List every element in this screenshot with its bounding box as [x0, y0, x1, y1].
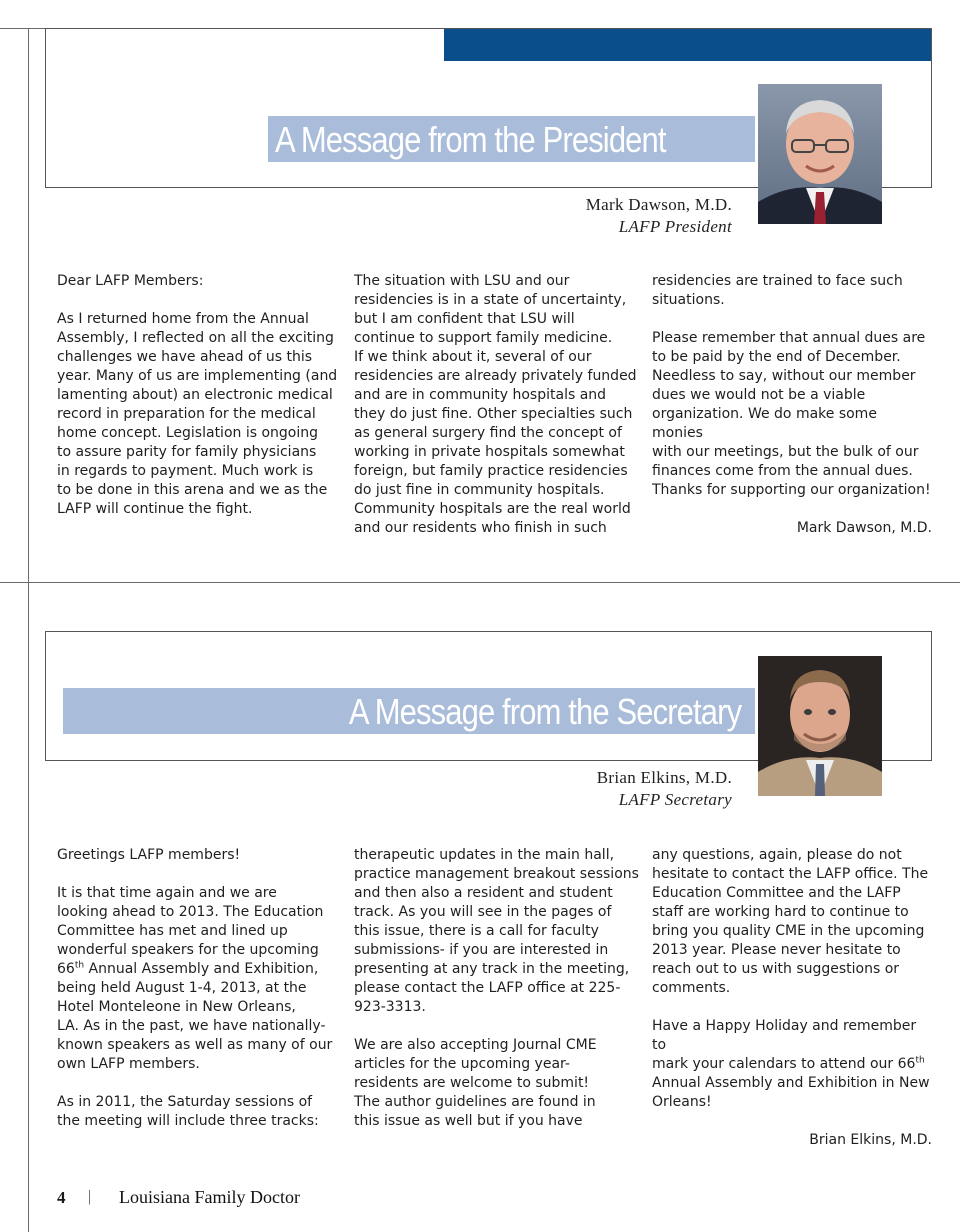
top-rule	[0, 28, 46, 29]
publication-name: Louisiana Family Doctor	[119, 1187, 300, 1207]
text-line: residencies are trained to face such	[652, 273, 903, 289]
secretary-column-3	[652, 846, 932, 1150]
text-line: Thanks for supporting our organization!	[652, 482, 931, 498]
president-role: LAFP President	[618, 217, 732, 236]
president-column-3	[652, 272, 932, 538]
text-line: residents are welcome to submit!	[354, 1075, 590, 1091]
text-line: Dear LAFP Members:	[57, 273, 204, 289]
text-line: Community hospitals are the real world	[354, 501, 631, 517]
left-margin-rule	[28, 28, 29, 1232]
text-line: and are in community hospitals and	[354, 387, 607, 403]
text-line: articles for the upcoming year-	[354, 1056, 570, 1072]
text-line: track. As you will see in the pages of	[354, 904, 612, 920]
text-line: being held August 1-4, 2013, at the	[57, 980, 307, 996]
text-line: this issue as well but if you have	[354, 1113, 583, 1129]
text-line: LAFP will continue the fight.	[57, 501, 253, 517]
text-line: they do just fine. Other specialties such	[354, 406, 633, 422]
text-line: 66th Annual Assembly and Exhibition,	[57, 960, 319, 977]
text-line: Annual Assembly and Exhibition in New	[652, 1075, 930, 1091]
text-line: residencies are already privately funded	[354, 368, 637, 384]
text-line: LA. As in the past, we have nationally-	[57, 1018, 326, 1034]
text-line: record in preparation for the medical	[57, 406, 316, 422]
page-number: 4	[57, 1188, 66, 1207]
text-line: the meeting will include three tracks:	[57, 1113, 319, 1129]
text-line: working in private hospitals somewhat	[354, 444, 625, 460]
text-line: therapeutic updates in the main hall,	[354, 847, 615, 863]
text-line: dues we would not be a viable	[652, 387, 866, 403]
text-line: wonderful speakers for the upcoming	[57, 942, 319, 958]
secretary-role: LAFP Secretary	[618, 790, 732, 809]
president-byline	[432, 194, 732, 238]
text-line: hesitate to contact the LAFP office. The	[652, 866, 929, 882]
secretary-column-2	[354, 846, 644, 1131]
text-line: foreign, but family practice residencies	[354, 463, 628, 479]
text-line: any questions, again, please do not	[652, 847, 902, 863]
text-line: this issue, there is a call for faculty	[354, 923, 599, 939]
text-line: in regards to payment. Much work is	[57, 463, 314, 479]
president-column-1	[57, 272, 347, 519]
president-photo	[758, 84, 882, 224]
section-divider	[0, 582, 960, 583]
text-line: Have a Happy Holiday and remember to	[652, 1018, 917, 1053]
secretary-signoff: Brian Elkins, M.D.	[809, 1132, 932, 1148]
text-line: reach out to us with suggestions or	[652, 961, 900, 977]
text-line: 923-3313.	[354, 999, 426, 1015]
text-line: 2013 year. Please never hesitate to	[652, 942, 901, 958]
text-line: staff are working hard to continue to	[652, 904, 909, 920]
text-line: to be done in this arena and we as the	[57, 482, 328, 498]
text-line: Greetings LAFP members!	[57, 847, 241, 863]
secretary-name: Brian Elkins, M.D.	[596, 768, 732, 787]
text-line: residencies is in a state of uncertainty,	[354, 292, 627, 308]
text-line: The author guidelines are found in	[354, 1094, 596, 1110]
secretary-title: A Message from the Secretary	[63, 688, 755, 734]
text-line: mark your calendars to attend our 66th	[652, 1055, 925, 1072]
footer-separator: |	[88, 1188, 92, 1205]
text-line: known speakers as well as many of our	[57, 1037, 333, 1053]
text-line: practice management breakout sessions	[354, 866, 639, 882]
text-line: continue to support family medicine.	[354, 330, 613, 346]
text-line: presenting at any track in the meeting,	[354, 961, 630, 977]
text-line: Needless to say, without our member	[652, 368, 916, 384]
text-line: do just fine in community hospitals.	[354, 482, 605, 498]
text-line: Assembly, I reflected on all the exciting	[57, 330, 334, 346]
text-line: but I am confident that LSU will	[354, 311, 575, 327]
text-line: Please remember that annual dues are	[652, 330, 926, 346]
text-line: finances come from the annual dues.	[652, 463, 913, 479]
text-line: situations.	[652, 292, 725, 308]
president-name: Mark Dawson, M.D.	[585, 195, 732, 214]
text-line: organization. We do make some monies	[652, 406, 877, 441]
text-line: Orleans!	[652, 1094, 712, 1110]
text-line: home concept. Legislation is ongoing	[57, 425, 319, 441]
text-line: lamenting about) an electronic medical	[57, 387, 333, 403]
text-line: As in 2011, the Saturday sessions of	[57, 1094, 313, 1110]
text-line: to assure parity for family physicians	[57, 444, 317, 460]
text-line: As I returned home from the Annual	[57, 311, 309, 327]
text-line: please contact the LAFP office at 225-	[354, 980, 621, 996]
text-line: Education Committee and the LAFP	[652, 885, 901, 901]
text-line: and our residents who finish in such	[354, 520, 607, 536]
text-line: comments.	[652, 980, 731, 996]
text-line: Committee has met and lined up	[57, 923, 288, 939]
accent-bar	[444, 29, 931, 61]
secretary-column-1	[57, 846, 347, 1131]
secretary-photo	[758, 656, 882, 796]
text-line: as general surgery find the concept of	[354, 425, 622, 441]
text-line: bring you quality CME in the upcoming	[652, 923, 925, 939]
text-line: If we think about it, several of our	[354, 349, 592, 365]
text-line: challenges we have ahead of us this	[57, 349, 313, 365]
president-column-2	[354, 272, 644, 538]
text-line: and then also a resident and student	[354, 885, 613, 901]
text-line: submissions- if you are interested in	[354, 942, 609, 958]
text-line: to be paid by the end of December.	[652, 349, 901, 365]
text-line: The situation with LSU and our	[354, 273, 570, 289]
president-title: A Message from the President	[268, 116, 755, 162]
text-line: own LAFP members.	[57, 1056, 200, 1072]
text-line: looking ahead to 2013. The Education	[57, 904, 324, 920]
text-line: year. Many of us are implementing (and	[57, 368, 338, 384]
text-line: with our meetings, but the bulk of our	[652, 444, 919, 460]
secretary-byline	[432, 767, 732, 811]
president-signoff: Mark Dawson, M.D.	[796, 520, 932, 536]
text-line: We are also accepting Journal CME	[354, 1037, 597, 1053]
text-line: It is that time again and we are	[57, 885, 277, 901]
text-line: Hotel Monteleone in New Orleans,	[57, 999, 296, 1015]
